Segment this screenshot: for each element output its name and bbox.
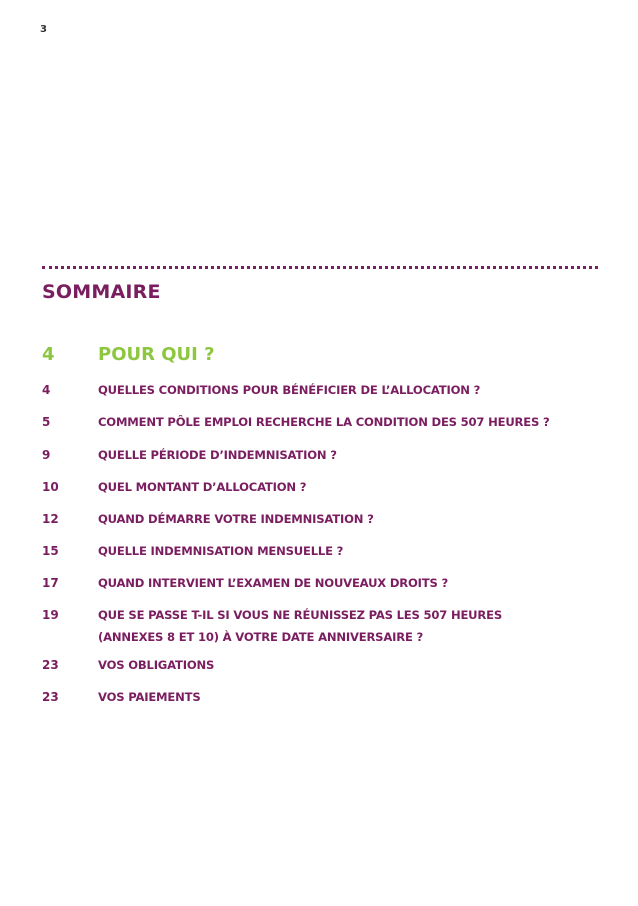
page-number: 3 [40, 24, 47, 35]
toc-page-number: 9 [42, 448, 51, 462]
toc-entry-label-line: QUE SE PASSE T-IL SI VOUS NE RÉUNISSEZ PAS LES 507 HEURES [98, 608, 502, 622]
toc-page-number: 5 [42, 415, 51, 429]
toc-page-number: 19 [42, 608, 59, 622]
toc-page-number: 23 [42, 658, 59, 672]
toc-entry-label: COMMENT PÔLE EMPLOI RECHERCHE LA CONDITION DES 507 HEURES ? [98, 415, 550, 429]
toc-entry[interactable] [42, 444, 612, 466]
toc-entry-label: VOS PAIEMENTS [98, 690, 201, 704]
toc-entry-label: QUELLE INDEMNISATION MENSUELLE ? [98, 544, 344, 558]
toc-page-number: 4 [42, 383, 51, 397]
toc-entry[interactable] [42, 476, 612, 498]
dotted-divider [42, 266, 598, 269]
toc-page-number: 23 [42, 690, 59, 704]
toc-entry-label [98, 604, 612, 648]
toc-page-number: 15 [42, 544, 59, 558]
toc-page-number: 4 [42, 344, 55, 365]
toc-page-number: 12 [42, 512, 59, 526]
toc-page-number: 17 [42, 576, 59, 590]
toc-title: SOMMAIRE [42, 281, 161, 303]
toc-entry-label: VOS OBLIGATIONS [98, 658, 215, 672]
toc-entry-label-line: (ANNEXES 8 ET 10) À VOTRE DATE ANNIVERSAIRE ? [98, 630, 424, 644]
toc-entry-label: QUELLE PÉRIODE D’INDEMNISATION ? [98, 448, 337, 462]
toc-entry-label: QUAND DÉMARRE VOTRE INDEMNISATION ? [98, 512, 374, 526]
toc-entry[interactable] [42, 411, 612, 433]
toc-page-number: 10 [42, 480, 59, 494]
toc-entry[interactable] [42, 343, 612, 367]
toc-entry[interactable] [42, 572, 612, 594]
toc-entry[interactable] [42, 604, 612, 648]
toc-entry-label: QUAND INTERVIENT L’EXAMEN DE NOUVEAUX DROITS ? [98, 576, 449, 590]
toc-entry-label: QUELLES CONDITIONS POUR BÉNÉFICIER DE L’ALLOCATION ? [98, 383, 481, 397]
toc-entry[interactable] [42, 379, 612, 401]
toc-entry[interactable] [42, 686, 612, 708]
toc-entry-label: POUR QUI ? [98, 344, 215, 365]
toc-entry[interactable] [42, 508, 612, 530]
toc-entry[interactable] [42, 540, 612, 562]
toc-entry[interactable] [42, 654, 612, 676]
toc-entry-label: QUEL MONTANT D’ALLOCATION ? [98, 480, 307, 494]
